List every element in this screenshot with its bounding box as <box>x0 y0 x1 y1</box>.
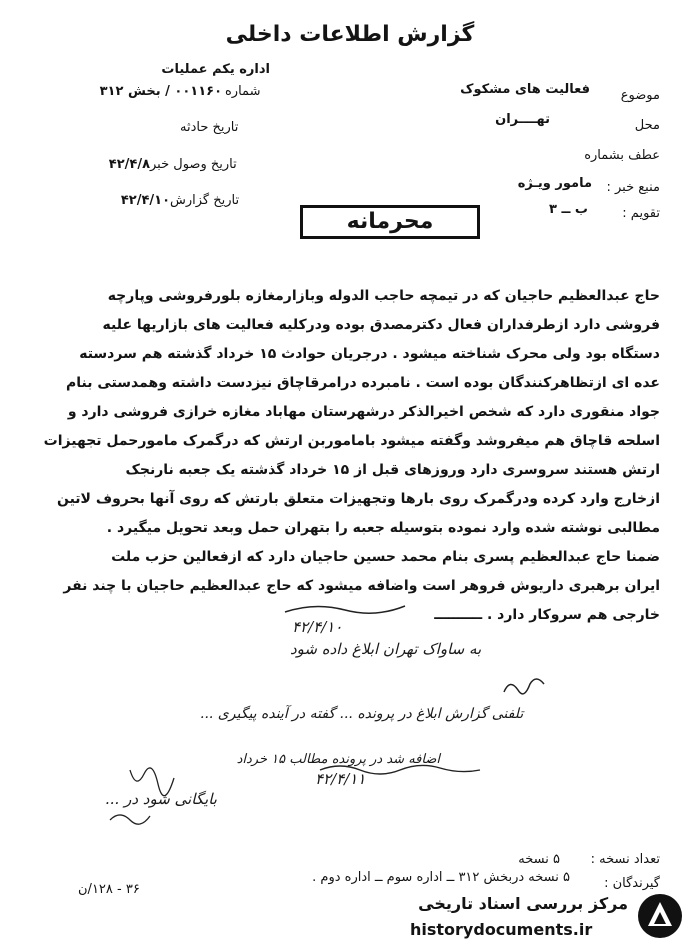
incident-date-label: تاریخ حادثه <box>180 120 239 135</box>
handwritten-note-1: به ساواک تهران ابلاغ داده شود <box>290 640 482 658</box>
body-line: عده ای ازتظاهرکنندگان بوده است . نامبرده درامرقاچاق نیزدست داشته وهمدستی بنام <box>66 375 660 391</box>
body-line: خارجی هم سروکار دارد . ــــــــــ <box>434 607 660 623</box>
body-line: ازخارج وارد کرده ودرگمرک روی بارها وتجهیزات متعلق بارتش که روی آنها بحروف لاتین <box>56 491 660 507</box>
copies-label: تعداد نسخه : <box>590 852 660 867</box>
source-value: مامور ویـژه <box>517 176 592 191</box>
report-date-label: تاریخ گزارش <box>170 193 240 208</box>
place-value: تهــــران <box>495 112 550 127</box>
handwriting-strokes <box>100 740 560 840</box>
reference-label: عطف بشماره <box>584 148 660 163</box>
report-title: گزارش اطلاعات داخلی <box>225 22 475 47</box>
watermark-logo <box>398 888 688 946</box>
subject-label: موضوع <box>620 88 660 103</box>
handwritten-note-4: بایگانی شود در ... <box>105 790 217 808</box>
body-line: ضمنا حاج عبدالعظیم پسری بنام محمد حسین حاجیان دارد که ازفعالین حزب ملت <box>111 549 660 565</box>
receipt-date-label: تاریخ وصول خبر <box>150 157 237 172</box>
receipt-date-value: ۴۲/۴/۸ <box>108 157 150 172</box>
department-name: اداره یکم عملیات <box>161 62 270 77</box>
body-line: حاج عبدالعظیم حاجیان که در تیمچه حاجب الدوله وبازارمغازه بلورفروشی وپارچه <box>107 288 660 304</box>
body-line: مطالبی نوشته شده وارد نموده بتوسیله جعبه را بتهران حمل وبعد تحویل میگیرد . <box>106 520 660 536</box>
source-label: منبع خبر : <box>606 180 660 195</box>
handwritten-date-1: ۴۲/۴/۱۰ <box>292 618 343 636</box>
evaluation-label: تقویم : <box>622 206 660 221</box>
place-label: محل <box>634 118 660 133</box>
body-line: ایران برهبری داریوش فروهر است واضافه میشود که حاج عبدالعظیم حاجیان با چند نفر <box>63 578 660 594</box>
watermark-title: مرکز بررسی اسناد تاریخی <box>418 894 628 913</box>
subject-value: فعالیت های مشکوک <box>460 82 590 97</box>
report-date-value: ۴۲/۴/۱۰ <box>120 193 170 208</box>
recipients-value: ۵ نسخه دربخش ۳۱۲ ــ اداره سوم ــ اداره دوم . <box>312 870 570 885</box>
watermark-url: historydocuments.ir <box>410 920 593 939</box>
archive-code: ۳۶ - ۱۲۸/ن <box>78 882 140 897</box>
handwritten-date-2: ۴۲/۴/۱۱ <box>315 770 366 788</box>
evaluation-value: ب ــ ۳ <box>549 202 588 217</box>
initials-mark <box>500 672 550 702</box>
body-line: فروشی دارد ازطرفداران فعال دکترمصدق بوده ودرکلیه فعالیت های بازاریها علیه <box>102 317 660 333</box>
recipients-label: گیرندگان : <box>604 876 660 891</box>
body-line: اسلحه قاچاق هم میفروشد وگفته میشود باماموربن ارتش که درگمرک مامورحمل تجهیزات <box>43 433 660 449</box>
number-label: شماره <box>225 84 261 99</box>
body-line: ارتش هستند سروسری دارد وروزهای قبل از ۱۵ خرداد گذشته یک جعبه نارنجک <box>125 462 660 478</box>
document-center-icon <box>636 892 684 940</box>
handwritten-note-3: اضافه شد در پرونده مطالب ۱۵ خرداد <box>236 752 440 767</box>
signature-stroke <box>280 598 410 622</box>
number-value: ۰۰۱۱۶۰ / بخش ۳۱۲ <box>99 84 222 99</box>
handwritten-note-2: تلفنی گزارش ابلاغ در پرونده ... گفته در آینده پیگیری ... <box>200 706 524 722</box>
body-line: جواد منقوری دارد که شخص اخیرالذکر درشهرستان مهاباد مغازه خرازی فروشی دارد و <box>67 404 660 420</box>
copies-value: ۵ نسخه <box>518 852 560 867</box>
body-line: دستگاه بود ولی محرک شناخته میشود . درجریان حوادث ۱۵ خرداد گذشته هم سردسته <box>79 346 660 362</box>
confidential-stamp: محرمانه <box>300 205 480 239</box>
